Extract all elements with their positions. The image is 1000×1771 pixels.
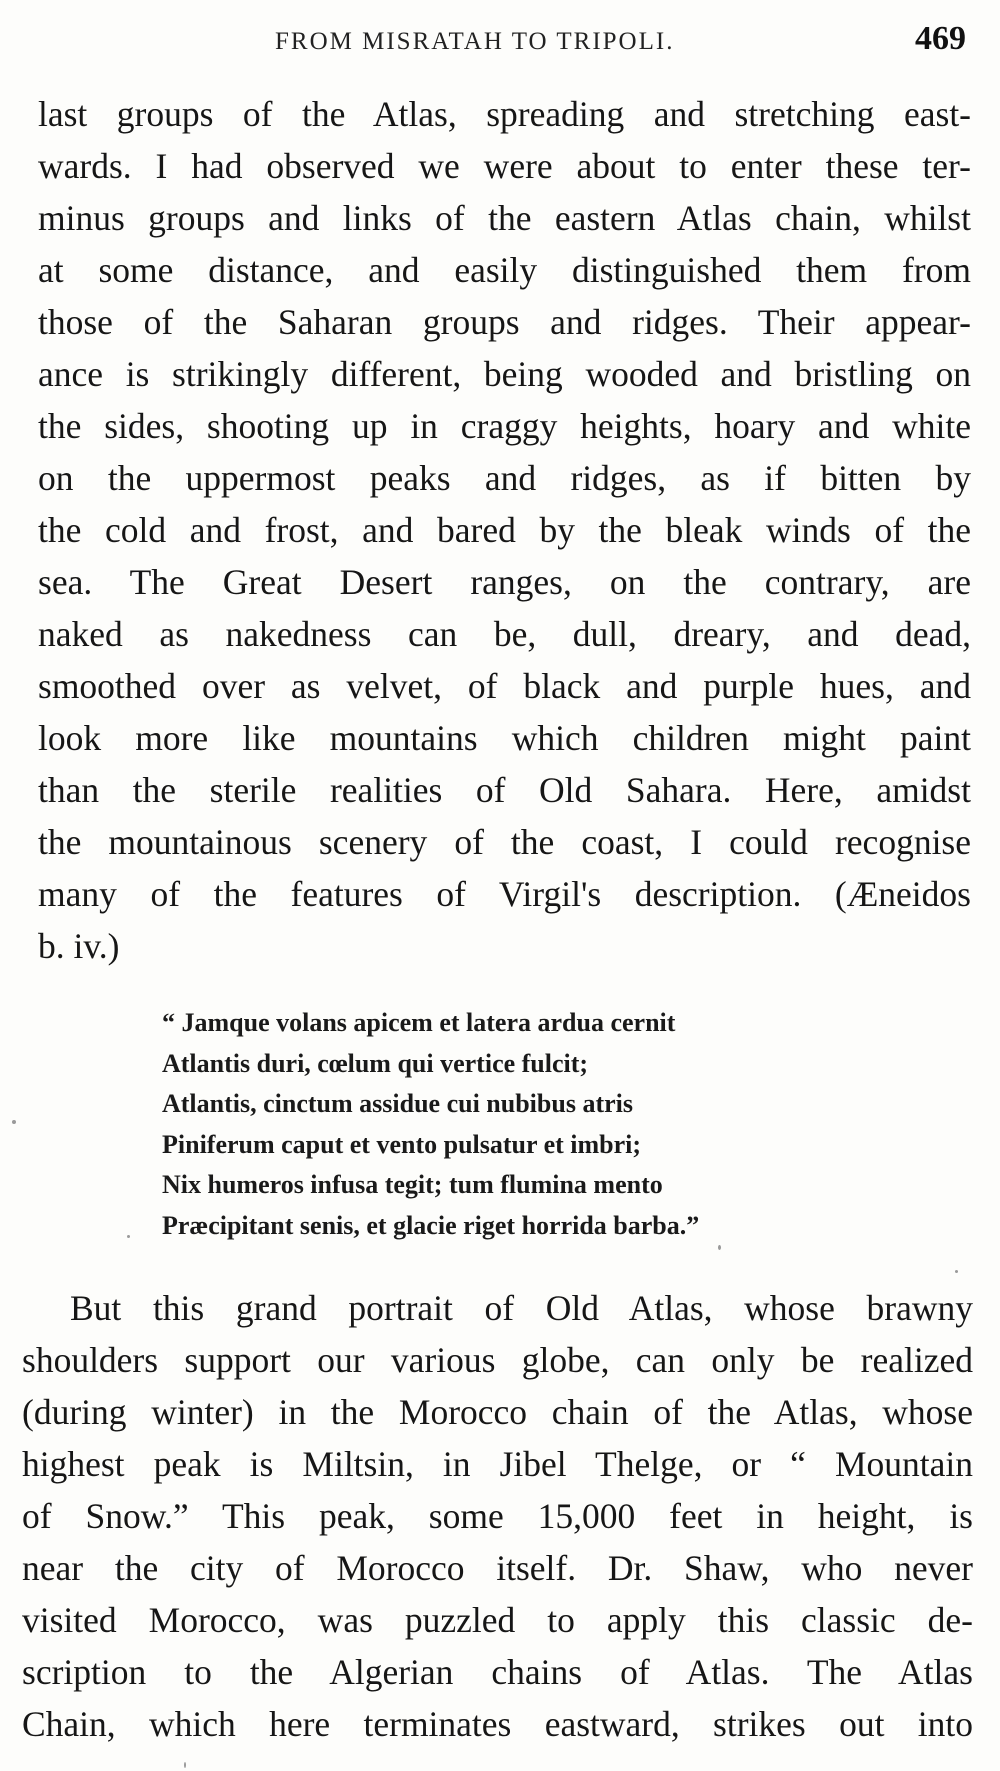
running-head: FROM MISRATAH TO TRIPOLI. — [275, 28, 675, 55]
text-line: at some distance, and easily distinguished them from — [38, 250, 971, 290]
scan-speck — [718, 1245, 721, 1250]
text-line: wards. I had observed we were about to enter these ter- — [38, 146, 971, 186]
verse-quotation — [162, 1003, 852, 1246]
page-number: 469 — [915, 20, 966, 57]
text-line: minus groups and links of the eastern Atlas chain, whilst — [38, 198, 971, 238]
paragraph-1 — [38, 88, 971, 972]
text-line: near the city of Morocco itself. Dr. Shaw, who never — [22, 1548, 973, 1588]
text-line: of Snow.” This peak, some 15,000 feet in height, is — [22, 1496, 973, 1536]
verse-line: Nix humeros infusa tegit; tum flumina mento — [162, 1170, 663, 1199]
scan-speck — [955, 1270, 958, 1273]
text-line: ance is strikingly different, being wooded and bristling on — [38, 354, 971, 394]
verse-line: Atlantis, cinctum assidue cui nubibus atris — [162, 1089, 633, 1118]
scan-speck — [184, 1762, 186, 1768]
paragraph-2 — [22, 1282, 973, 1750]
text-line: sea. The Great Desert ranges, on the contrary, are — [38, 562, 971, 602]
text-line: the sides, shooting up in craggy heights, hoary and white — [38, 406, 971, 446]
verse-line: Præcipitant senis, et glacie riget horrida barba.” — [162, 1210, 700, 1240]
text-line: last groups of the Atlas, spreading and stretching east- — [38, 94, 971, 134]
text-line: visited Morocco, was puzzled to apply this classic de- — [22, 1600, 973, 1640]
text-line: than the sterile realities of Old Sahara. Here, amidst — [38, 770, 971, 810]
verse-line: Piniferum caput et vento pulsatur et imbri; — [162, 1129, 642, 1159]
text-line: many of the features of Virgil's description. (Æneidos — [38, 874, 971, 914]
text-line: on the uppermost peaks and ridges, as if bitten by — [38, 458, 971, 498]
text-line: But this grand portrait of Old Atlas, whose brawny — [70, 1288, 973, 1328]
text-line: naked as nakedness can be, dull, dreary, and dead, — [38, 614, 971, 654]
text-line: b. iv.) — [38, 926, 120, 966]
text-line: shoulders support our various globe, can only be realized — [22, 1340, 973, 1380]
text-line: the cold and frost, and bared by the bleak winds of the — [38, 510, 971, 550]
verse-line: “ Jamque volans apicem et latera ardua cernit — [162, 1008, 676, 1037]
text-line: the mountainous scenery of the coast, I could recognise — [38, 822, 971, 862]
page-header — [0, 14, 1000, 64]
scan-speck — [12, 1120, 16, 1124]
text-line: Chain, which here terminates eastward, strikes out into — [22, 1704, 973, 1744]
text-line: highest peak is Miltsin, in Jibel Thelge, or “ Mountain — [22, 1444, 973, 1484]
text-line: (during winter) in the Morocco chain of the Atlas, whose — [22, 1392, 973, 1432]
verse-line: Atlantis duri, cœlum qui vertice fulcit; — [162, 1048, 589, 1078]
scan-speck — [127, 1235, 130, 1238]
text-line: those of the Saharan groups and ridges. Their appear- — [38, 302, 971, 342]
text-line: look more like mountains which children might paint — [38, 718, 971, 758]
text-line: smoothed over as velvet, of black and purple hues, and — [38, 666, 971, 706]
text-line: scription to the Algerian chains of Atlas. The Atlas — [22, 1652, 973, 1692]
